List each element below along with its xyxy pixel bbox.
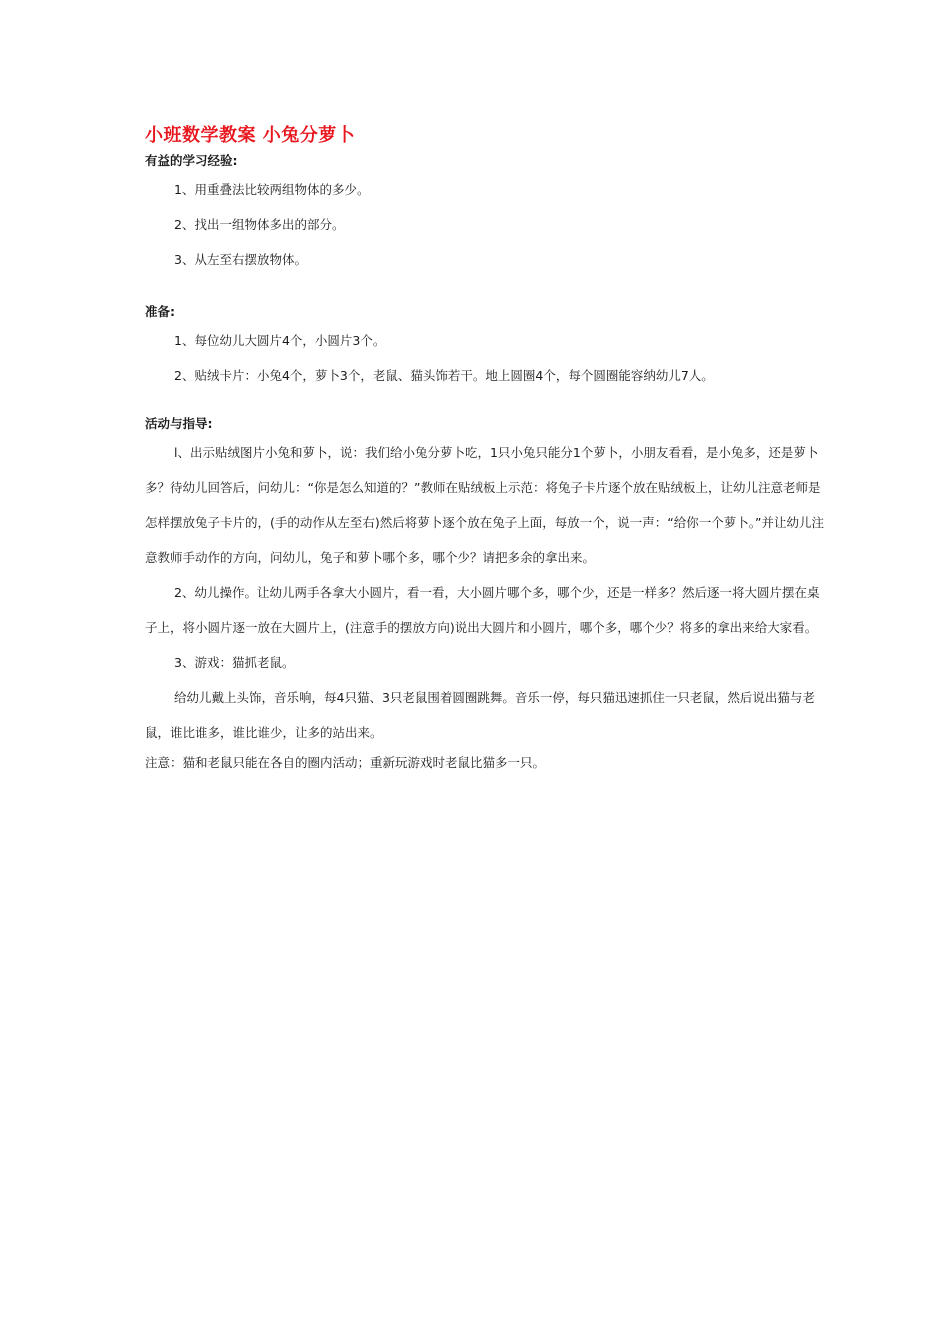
activity-paragraph-3: 3、游戏：猫抓老鼠。 xyxy=(174,655,295,670)
experience-item-3: 3、从左至右摆放物体。 xyxy=(174,252,307,267)
preparation-item-2: 2、贴绒卡片：小兔4个，萝卜3个，老鼠、猫头饰若干。地上圆圈4个，每个圆圈能容纳幼儿7人。 xyxy=(174,368,714,383)
preparation-heading: 准备: xyxy=(145,304,175,319)
experience-item-2: 2、找出一组物体多出的部分。 xyxy=(174,217,345,232)
preparation-item-1: 1、每位幼儿大圆片4个，小圆片3个。 xyxy=(174,333,386,348)
document-page xyxy=(145,122,825,776)
experience-item-1: 1、用重叠法比较两组物体的多少。 xyxy=(174,182,370,197)
activity-paragraph-1: l、出示贴绒图片小兔和萝卜，说：我们给小兔分萝卜吃，1只小兔只能分1个萝卜，小朋友看看，是小兔多，还是萝卜多？待幼儿回答后，问幼儿：“你是怎么知道的？”教师在贴绒板上示范：将兔子卡片逐个放在贴绒板上，让幼儿注意老师是怎样摆放兔子卡片的，(手的动作从左至右)然后将萝卜逐个放在兔子上面，每放一个，说一声：“给你一个萝卜。”并让幼儿注意教师手动作的方向，问幼儿，兔子和萝卜哪个多，哪个少？请把多余的拿出来。 xyxy=(145,445,824,565)
experience-heading: 有益的学习经验: xyxy=(145,153,238,168)
activities-heading: 活动与指导: xyxy=(145,416,213,431)
activity-note: 注意：猫和老鼠只能在各自的圈内活动；重新玩游戏时老鼠比猫多一只。 xyxy=(145,755,546,770)
activity-paragraph-4: 给幼儿戴上头饰，音乐响，每4只猫、3只老鼠围着圆圈跳舞。音乐一停，每只猫迅速抓住一只老鼠，然后说出猫与老鼠，谁比谁多，谁比谁少，让多的站出来。 xyxy=(145,690,815,740)
page-title: 小班数学教案 小兔分萝卜 xyxy=(145,125,356,146)
activity-paragraph-2: 2、幼儿操作。让幼儿两手各拿大小圆片，看一看，大小圆片哪个多，哪个少，还是一样多？然后逐一将大圆片摆在桌子上，将小圆片逐一放在大圆片上，(注意手的摆放方向)说出大圆片和小圆片，哪个多，哪个少？将多的拿出来给大家看。 xyxy=(145,585,820,635)
